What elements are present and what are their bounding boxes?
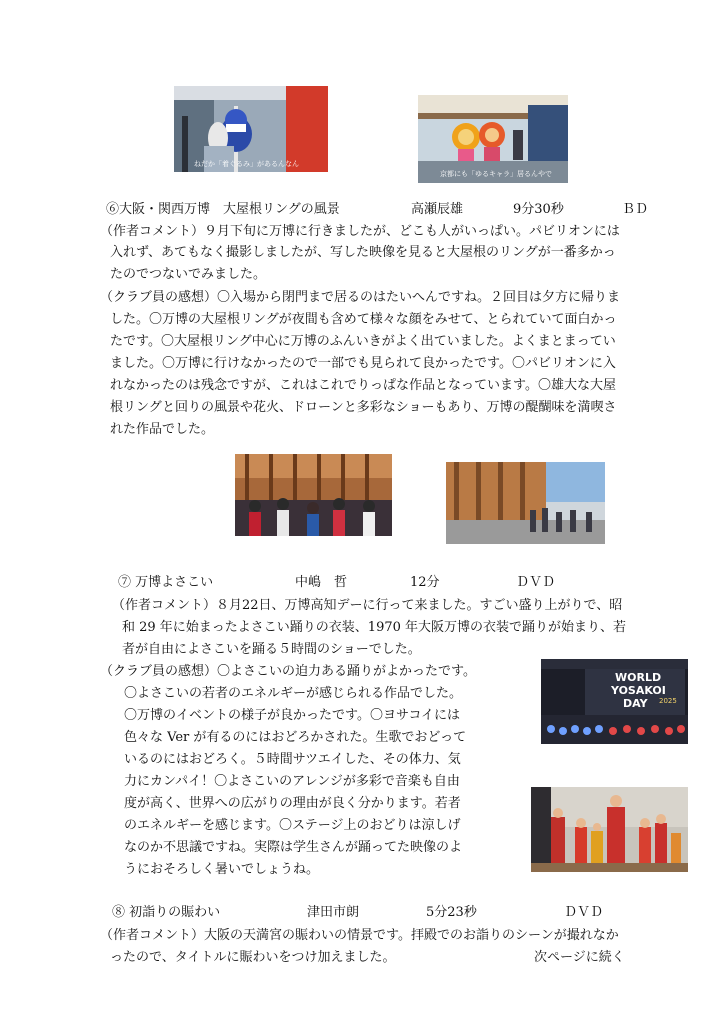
review-line: 〇よさこいの若者のエネルギーが感じられる作品でした。	[124, 686, 463, 701]
entry-number: ⑦	[118, 575, 132, 590]
photo-overlay-text: YOSAKOI	[611, 684, 666, 697]
entry-title: 万博よさこい	[135, 575, 214, 590]
section-header	[118, 574, 213, 592]
photo-caption: ねだか「着ぐるみ」があるんなん	[194, 160, 299, 168]
photo-yosakoi-stage	[541, 659, 688, 744]
photo-overlay-text: 2025	[659, 697, 677, 705]
section-header	[106, 201, 340, 219]
review-line: たです。〇大屋根リング中心に万博のふんいきがよく出ていました。よくまとまってい	[110, 334, 616, 349]
photo-yosakoi-dancers	[531, 787, 688, 872]
entry-title: 初詣りの賑わい	[129, 905, 221, 920]
review-line: 根リングと回りの風景や花火、ドローンと多彩なショーもあり、万博の醍醐味を満喫さ	[110, 400, 617, 415]
review-line: 〇万博のイベントの様子が良かったです。〇ヨサコイには	[124, 708, 461, 723]
photo-ring-walkway	[446, 462, 605, 544]
comment-line: たのでつないでみました。	[110, 267, 267, 282]
review-line: 色々な Ver が有るのにはおどろかされた。生歌でおどって	[124, 730, 467, 745]
entry-duration: 5分23秒	[426, 905, 477, 920]
entry-format: ＤＶＤ	[564, 905, 604, 920]
review-line: れた作品でした。	[110, 422, 215, 437]
review-line: うにおそろしく暑いでしょうね。	[124, 862, 320, 877]
section-header	[112, 904, 220, 922]
review-line: （クラブ員の感想）〇入場から閉門まで居るのはたいへんですね。２回目は夕方に帰りま	[100, 290, 621, 305]
entry-duration: 9分30秒	[513, 202, 564, 217]
comment-line: 者が自由によさこいを踊る５時間のショーでした。	[122, 642, 421, 657]
review-line: いるのにはおどろく。５時間サツエイした、その体力、気	[124, 752, 461, 767]
entry-title: 大阪・関西万博 大屋根リングの風景	[119, 202, 340, 217]
comment-line: （作者コメント）大阪の天満宮の賑わいの情景です。拝殿でのお詣りのシーンが撮れなか	[100, 928, 619, 943]
photo-overlay-text: DAY	[623, 697, 648, 710]
review-line: した。〇万博の大屋根リングが夜間も含めて様々な顔をみせて、とられていて面白かっ	[110, 312, 617, 327]
entry-number: ⑥	[106, 202, 120, 217]
continued-note: 次ページに続く	[534, 950, 625, 965]
review-line: のエネルギーを感じます。〇ステージ上のおどりは涼しげ	[124, 818, 461, 833]
entry-author: 津田市朗	[307, 905, 360, 920]
entry-number: ⑧	[112, 905, 126, 920]
comment-line: 和 29 年に始まったよさこい踊りの衣装、1970 年大阪万博の衣装で踊りが始まり、若	[122, 620, 627, 635]
entry-author: 中嶋 哲	[295, 575, 348, 590]
photo-caption: 京都にも「ゆるキャラ」居るんやで	[440, 170, 552, 178]
photo-mascot-costume	[174, 86, 328, 172]
entry-duration: 12分	[410, 575, 440, 590]
comment-line: （作者コメント）９月下旬に万博に行きましたが、どこも人がいっぱい。パビリオンには	[100, 224, 620, 239]
review-line: ました。〇万博に行けなかったので一部でも見られて良かったです。〇パビリオンに入	[110, 356, 616, 371]
review-line: （クラブ員の感想）〇よさこいの迫力ある踊りがよかったです。	[100, 664, 476, 679]
photo-ring-crowd	[235, 454, 392, 536]
entry-format: ＤＶＤ	[516, 575, 556, 590]
photo-overlay-text: WORLD	[615, 671, 662, 684]
comment-line: ったので、タイトルに賑わいをつけ加えました。	[110, 950, 396, 965]
comment-line: 入れず、あてもなく撮影しましたが、写した映像を見ると大屋根のリングが一番多かっ	[110, 245, 616, 260]
photo-mascot-stage	[418, 95, 568, 183]
review-line: 力にカンパイ！〇よさこいのアレンジが多彩で音楽も自由	[124, 774, 460, 789]
review-line: 度が高く、世界への広がりの理由が良く分かります。若者	[124, 796, 461, 811]
review-line: れなかったのは残念ですが、これはこれでりっぱな作品となっています。〇雄大な大屋	[110, 378, 616, 393]
entry-format: ＢＤ	[622, 202, 649, 217]
entry-author: 高瀬辰雄	[411, 202, 464, 217]
review-line: なのか不思議ですね。実際は学生さんが踊ってた映像のよ	[124, 840, 463, 855]
comment-line: （作者コメント）８月22日、万博高知デーに行って来ました。すごい盛り上がりで、昭	[112, 598, 623, 613]
